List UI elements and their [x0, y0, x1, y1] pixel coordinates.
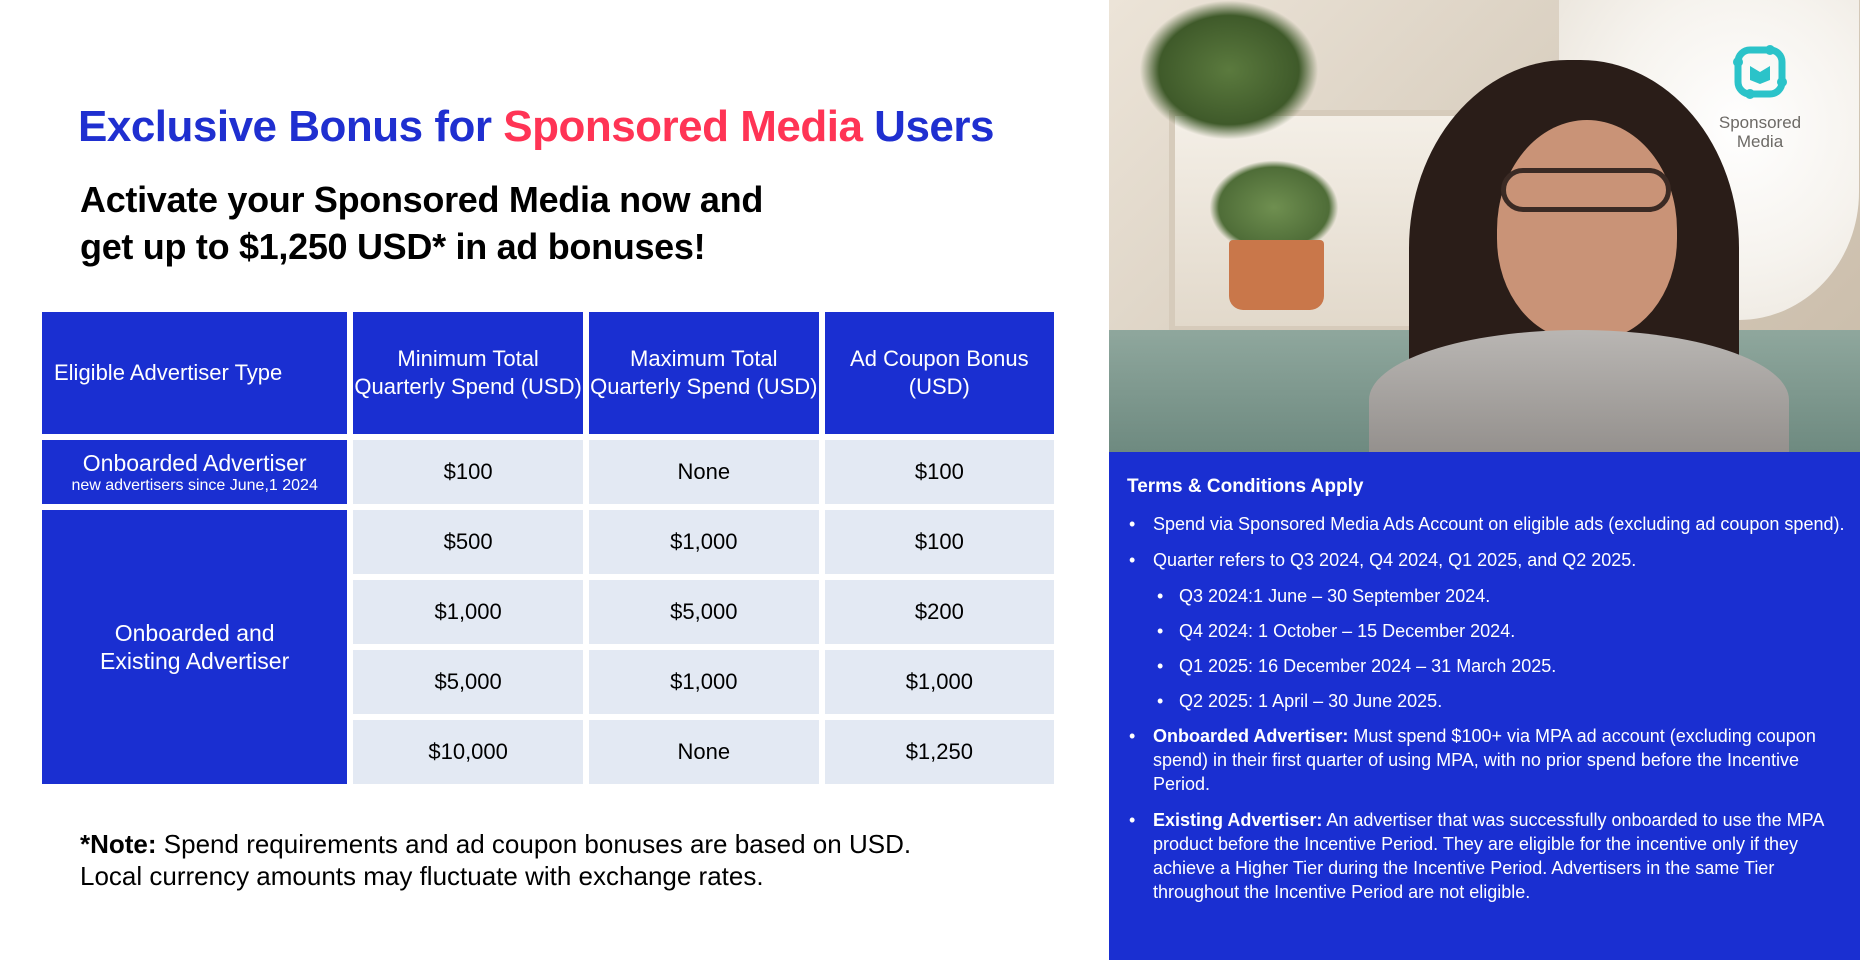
photo-plant-pot — [1229, 240, 1324, 310]
logo-text-line2: Media — [1736, 132, 1784, 151]
terms-onboarded-label: Onboarded Advertiser: — [1153, 726, 1349, 746]
terms-item-q3: • Q3 2024:1 June – 30 September 2024. — [1127, 584, 1846, 608]
min-spend-cell: $10,000 — [353, 720, 583, 784]
subheadline-line2: get up to $1,250 USD* in ad bonuses! — [80, 226, 706, 267]
subheadline-line1: Activate your Sponsored Media now and — [80, 179, 764, 220]
photo-person-glasses — [1501, 168, 1671, 212]
bonus-table — [36, 306, 1060, 790]
coupon-bonus-cell: $200 — [825, 580, 1054, 644]
header-min-spend: Minimum Total Quarterly Spend (USD) — [353, 312, 583, 434]
logo-text-line1: Sponsored — [1718, 113, 1802, 132]
terms-onboarded-text: Must spend $100+ via MPA ad account (excluding coupon spend) in their first quarter of using MPA, with no prior spend before the Incentive Period. — [1153, 726, 1816, 794]
terms-item-q4: • Q4 2024: 1 October – 15 December 2024. — [1127, 619, 1846, 643]
max-spend-cell: None — [589, 720, 819, 784]
header-advertiser-type: Eligible Advertiser Type — [42, 312, 347, 434]
terms-title: Terms & Conditions Apply — [1127, 476, 1364, 497]
terms-item-spend: • Spend via Sponsored Media Ads Account on eligible ads (excluding ad coupon spend). — [1127, 512, 1846, 536]
headline — [78, 102, 994, 152]
terms-item-onboarded — [1127, 724, 1846, 796]
terms-item-quarter: • Quarter refers to Q3 2024, Q4 2024, Q1 2025, and Q2 2025. — [1127, 548, 1846, 572]
terms-panel — [1109, 452, 1860, 960]
min-spend-cell: $500 — [353, 510, 583, 574]
sponsored-media-logo — [1700, 42, 1820, 151]
coupon-bonus-cell: $100 — [825, 440, 1054, 504]
max-spend-cell: $1,000 — [589, 510, 819, 574]
onboarded-advertiser-sublabel: new advertisers since June,1 2024 — [71, 477, 318, 494]
table-header-row — [42, 312, 1054, 434]
max-spend-cell: $5,000 — [589, 580, 819, 644]
footnote-line1: Spend requirements and ad coupon bonuses are based on USD. — [156, 829, 912, 859]
headline-part2: Users — [862, 102, 994, 151]
onboarded-advertiser-label: Onboarded Advertiser — [82, 450, 307, 476]
coupon-bonus-cell: $1,000 — [825, 650, 1054, 714]
headline-part1: Exclusive Bonus for — [78, 102, 504, 151]
header-coupon-bonus: Ad Coupon Bonus (USD) — [825, 312, 1054, 434]
terms-item-existing — [1127, 808, 1846, 904]
subheadline — [80, 176, 763, 270]
table-row — [42, 510, 1054, 574]
max-spend-cell: $1,000 — [589, 650, 819, 714]
min-spend-cell: $5,000 — [353, 650, 583, 714]
min-spend-cell: $1,000 — [353, 580, 583, 644]
header-max-spend: Maximum Total Quarterly Spend (USD) — [589, 312, 819, 434]
terms-existing-text: An advertiser that was successfully onboarded to use the MPA product before the Incentive Period. They are eligible for the incentive only if they achieve a Higher Tier during the Incentive Period. Advertisers in the same Tier throughout the Incentive Period are not eligible. — [1153, 810, 1824, 902]
onboarded-advertiser-cell — [42, 440, 347, 504]
terms-item-q2: • Q2 2025: 1 April – 30 June 2025. — [1127, 689, 1846, 713]
logo-text — [1700, 113, 1820, 151]
terms-item-q1: • Q1 2025: 16 December 2024 – 31 March 2025. — [1127, 654, 1846, 678]
max-spend-cell: None — [589, 440, 819, 504]
photo-plant-top — [1139, 0, 1319, 140]
coupon-bonus-cell: $100 — [825, 510, 1054, 574]
footnote-label: *Note: — [80, 829, 157, 859]
footnote — [80, 828, 911, 892]
coupon-bonus-cell: $1,250 — [825, 720, 1054, 784]
terms-list — [1127, 512, 1846, 904]
terms-existing-label: Existing Advertiser: — [1153, 810, 1323, 830]
min-spend-cell: $100 — [353, 440, 583, 504]
photo-person-face — [1497, 120, 1677, 340]
existing-advertiser-cell: Onboarded and Existing Advertiser — [42, 510, 347, 784]
headline-accent: Sponsored Media — [503, 102, 863, 151]
sponsored-media-logo-icon — [1730, 42, 1790, 102]
table-row — [42, 440, 1054, 504]
footnote-line2: Local currency amounts may fluctuate with exchange rates. — [80, 861, 764, 891]
